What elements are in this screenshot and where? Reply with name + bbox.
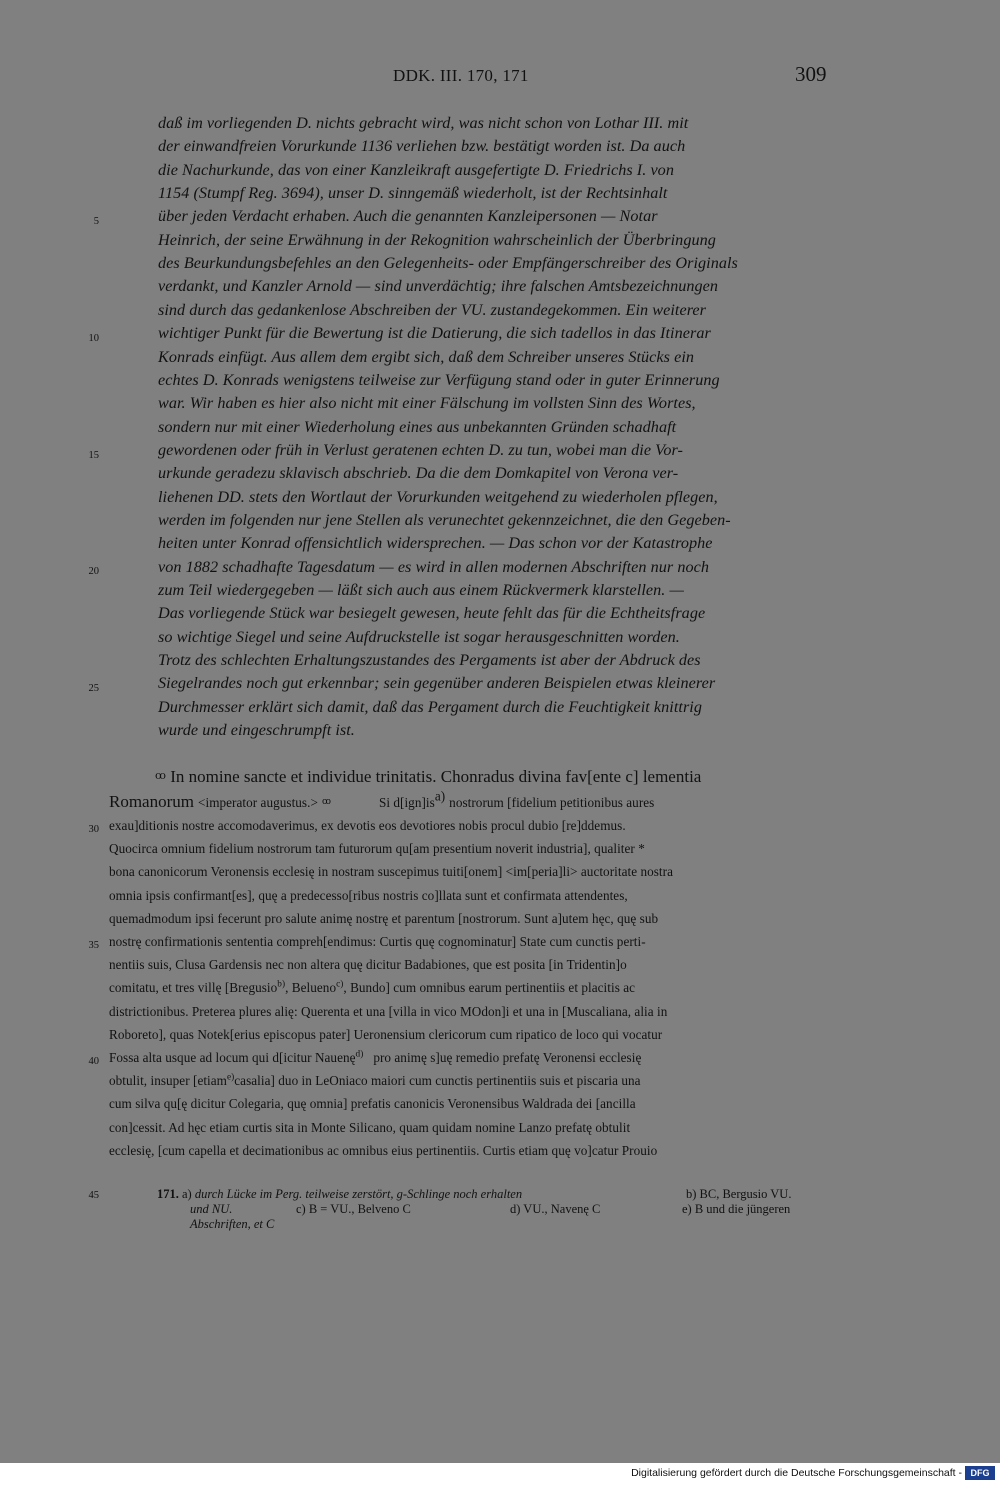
charter-arenga: nostrorum [fidelium petitionibus aures bbox=[449, 795, 655, 810]
charter-line-text: districtionibus. Preterea plures alię: Querenta et una [villa in vico MOdon]i et una in [Muscaliana, alia in bbox=[109, 1003, 668, 1019]
charter-line-text: con]cessit. Ad hęc etiam curtis sita in Monte Silicano, quam quidam nomine Lanzo prefatę obtulit bbox=[109, 1119, 631, 1135]
line-number: 20 bbox=[88, 566, 99, 577]
footnote-label: a) bbox=[182, 1187, 192, 1201]
footnote-text: durch Lücke im Perg. teilweise zerstört, g-Schlinge noch erhalten bbox=[194, 1187, 523, 1201]
line-number: 45 bbox=[88, 1190, 99, 1201]
commentary-line: des Beurkundungsbefehles an den Gelegenheits- oder Empfängerschreiber des Originals bbox=[158, 254, 738, 273]
charter-line bbox=[109, 888, 628, 904]
running-head: DDK. III. 170, 171 bbox=[393, 66, 529, 85]
charter-line-text: exau]ditionis nostre accomodaverimus, ex devotis eos devotiores nobis procul dubio [re]ddemus. bbox=[109, 818, 626, 833]
commentary-line: wurde und eingeschrumpft ist. bbox=[158, 721, 355, 740]
charter-line bbox=[109, 818, 626, 834]
charter-line-text: , Bundo] cum omnibus earum pertinentiis et placitis ac bbox=[343, 980, 636, 996]
footnote-text: Abschriften, et C bbox=[190, 1217, 275, 1231]
commentary-line: liehenen DD. stets den Wortlaut der Vorurkunden weitgehend zu wiederholen pflegen, bbox=[158, 487, 718, 506]
charter-line-text: omnia ipsis confirmant[es], quę a predecesso[ribus nostris co]llata sunt et confirmata attendentes, bbox=[109, 887, 628, 903]
footnote-ref: e) bbox=[226, 1071, 235, 1082]
commentary-line: so wichtige Siegel und seine Aufdruckstelle ist sogar herausgeschnitten worden. bbox=[158, 627, 680, 646]
charter-line bbox=[109, 980, 635, 996]
commentary-line: sind durch das gedankenlose Abschreiben der VU. zustandegekommen. Ein weiterer bbox=[158, 300, 707, 319]
dfg-logo-icon: DFG bbox=[965, 1466, 995, 1480]
footnote-line bbox=[157, 1187, 522, 1202]
charter-line-text: comitatu, et tres villę [Bregusio bbox=[109, 980, 278, 996]
line-number: 30 bbox=[88, 824, 99, 835]
charter-line-text: Fossa alta usque ad locum qui d[icitur Nauenę bbox=[109, 1050, 356, 1065]
commentary-line: wichtiger Punkt für die Bewertung ist die Datierung, die sich tadellos in das Itinerar bbox=[158, 324, 711, 343]
line-number: 10 bbox=[88, 333, 99, 344]
charter-line bbox=[109, 957, 627, 973]
commentary-line: werden im folgenden nur jene Stellen als verunechtet gekennzeichnet, die den Gegeben- bbox=[158, 510, 731, 529]
commentary-line: echtes D. Konrads wenigstens teilweise zur Verfügung stand oder in guter Erinnerung bbox=[158, 370, 720, 389]
page-number: 309 bbox=[795, 62, 827, 86]
charter-line bbox=[109, 788, 655, 812]
commentary-line: Heinrich, der seine Erwähnung in der Rekognition wahrscheinlich der Überbringung bbox=[158, 230, 716, 249]
footnote-text: und NU. bbox=[190, 1202, 233, 1216]
footnote-text: e) B und die jüngeren bbox=[682, 1202, 791, 1216]
chrismon-icon: ꝏ bbox=[155, 770, 166, 782]
commentary-line: von 1882 schadhafte Tagesdatum — es wird in allen modernen Abschriften nur noch bbox=[158, 557, 709, 576]
chrismon-icon: ꝏ bbox=[321, 796, 331, 806]
footnote-line bbox=[510, 1202, 600, 1217]
footnote-ref: c) bbox=[336, 979, 344, 989]
charter-line-text: nostrę confirmationis sententia compreh[endimus: Curtis quę cognominatur] State cum cunctis perti- bbox=[109, 934, 646, 949]
commentary-line: Konrads einfügt. Aus allem dem ergibt sich, daß dem Schreiber unseres Stücks ein bbox=[158, 347, 695, 366]
line-number: 25 bbox=[88, 683, 99, 694]
charter-addition: <imperator augustus.> bbox=[198, 795, 318, 810]
charter-line bbox=[109, 841, 645, 857]
charter-line-text: cum silva qu[ę dicitur Colegaria, quę omnia] prefatis canonicis Veronensibus Waldrada dei [ancilla bbox=[109, 1096, 636, 1112]
charter-line-text: quemadmodum ipsi fecerunt pro salute animę nostrę et parentum [nostrorum. Sunt a]utem hęc, quę sub bbox=[109, 910, 659, 926]
charter-line-text: pro animę s]uę remedio prefatę Veronensi ecclesię bbox=[373, 1050, 642, 1065]
footnote-line bbox=[682, 1202, 790, 1217]
commentary-line: Trotz des schlechten Erhaltungszustandes des Pergaments ist aber der Abdruck des bbox=[158, 651, 701, 670]
footnote-line bbox=[296, 1202, 411, 1217]
footnote-line bbox=[190, 1202, 232, 1217]
charter-line-text: bona canonicorum Veronensis ecclesię in nostram suscepimus tuiti[onem] <im[peria]li> auctoritate nostra bbox=[109, 864, 673, 880]
charter-line-text: , Belueno bbox=[285, 980, 337, 996]
commentary-line: daß im vorliegenden D. nichts gebracht wird, was nicht schon von Lothar III. mit bbox=[158, 114, 689, 132]
charter-line-text: obtulit, insuper [etiam bbox=[109, 1073, 227, 1089]
charter-line bbox=[109, 934, 646, 950]
charter-line bbox=[109, 1027, 662, 1043]
footnote-ref: d) bbox=[355, 1048, 364, 1059]
charter-line bbox=[109, 1096, 636, 1112]
commentary-line: verdankt, und Kanzler Arnold — sind unverdächtig; ihre falschen Amtsbezeichnungen bbox=[158, 277, 719, 296]
footnote-text: b) BC, Bergusio VU. bbox=[686, 1187, 792, 1201]
commentary-line: der einwandfreien Vorurkunde 1136 verliehen bzw. bestätigt worden ist. Da auch bbox=[158, 137, 686, 156]
commentary-line: heiten unter Konrad offensichtlich widersprechen. — Das schon vor der Katastrophe bbox=[158, 534, 713, 553]
footnote-text: d) VU., Navenę C bbox=[510, 1202, 601, 1216]
charter-line-text: ecclesię, [cum capella et decimationibus ac omnibus eius pertinentiis. Curtis etiam quę vo]catur Prouio bbox=[109, 1142, 658, 1158]
page-header bbox=[0, 62, 1000, 92]
line-number: 35 bbox=[88, 940, 99, 951]
commentary-line: zum Teil wiedergegeben — läßt sich auch aus einem Rückvermerk klarstellen. — bbox=[158, 581, 684, 599]
footnote-line bbox=[190, 1217, 274, 1232]
charter-line-text: Quocirca omnium fidelium nostrorum tam futurorum qu[am presentium noverit industria], qualiter * bbox=[109, 841, 645, 857]
footnote-text: c) B = VU., Belveno C bbox=[296, 1202, 411, 1216]
footnote-line bbox=[686, 1187, 791, 1202]
charter-line-text: Roboreto], quas Notek[erius episcopus pater] Ueronensium clericorum cum ripatico de loco qui vocatur bbox=[109, 1026, 663, 1042]
charter-line-text: casalia] duo in LeOniaco maiori cum cunctis pertinentiis suis et piscaria una bbox=[234, 1073, 641, 1089]
footnote-doc-number: 171. bbox=[157, 1187, 179, 1201]
commentary-line: Das vorliegende Stück war besiegelt gewesen, heute fehlt das für die Echtheitsfrage bbox=[158, 604, 706, 623]
charter-line bbox=[109, 864, 673, 880]
commentary-line: über jeden Verdacht erhaben. Auch die genannten Kanzleipersonen — Notar bbox=[158, 207, 658, 226]
commentary-line: die Nachurkunde, das von einer Kanzleikraft ausgefertigte D. Friedrichs I. von bbox=[158, 160, 674, 179]
charter-line bbox=[109, 911, 658, 927]
line-number: 40 bbox=[88, 1056, 99, 1067]
line-number: 5 bbox=[93, 216, 99, 227]
commentary-line: gewordenen oder früh in Verlust geratenen echten D. zu tun, wobei man die Vor- bbox=[158, 440, 683, 459]
charter-line bbox=[109, 1120, 630, 1136]
footnote-ref: b) bbox=[277, 979, 286, 989]
charter-line bbox=[109, 1050, 641, 1066]
funding-note: Digitalisierung gefördert durch die Deutsche Forschungsgemeinschaft - bbox=[631, 1467, 962, 1479]
charter-intitulatio: Romanorum bbox=[109, 792, 194, 811]
charter-line bbox=[109, 1073, 641, 1089]
charter-arenga-start: Si d[ign]is bbox=[378, 795, 435, 810]
charter-line bbox=[109, 1143, 657, 1159]
commentary-line: Durchmesser erklärt sich damit, daß das Pergament durch die Feuchtigkeit knittrig bbox=[158, 697, 702, 716]
commentary-line: sondern nur mit einer Wiederholung eines aus unbekannten Gründen schadhaft bbox=[158, 417, 677, 436]
commentary-line: Siegelrandes noch gut erkennbar; sein gegenüber anderen Beispielen etwas kleinerer bbox=[158, 674, 716, 693]
charter-line bbox=[109, 1004, 667, 1020]
commentary-line: war. Wir haben es hier also nicht mit einer Fälschung im vollsten Sinn des Wortes, bbox=[158, 394, 696, 413]
footnote-ref: a) bbox=[434, 788, 446, 804]
commentary-line: urkunde geradezu sklavisch abschrieb. Da die dem Domkapitel von Verona ver- bbox=[158, 464, 679, 483]
charter-invocation: In nomine sancte et individue trinitatis. Chonradus divina fav[ente c] lementia bbox=[170, 767, 702, 786]
charter-line-text: nentiis suis, Clusa Gardensis nec non altera quę dicitur Badabiones, que est posita [in Tridentin]o bbox=[109, 957, 627, 973]
charter-line bbox=[155, 767, 701, 787]
commentary-line: 1154 (Stumpf Reg. 3694), unser D. sinngemäß wiederholt, ist der Rechtsinhalt bbox=[158, 184, 668, 203]
line-number: 15 bbox=[88, 450, 99, 461]
digitization-footer bbox=[0, 1463, 1000, 1486]
